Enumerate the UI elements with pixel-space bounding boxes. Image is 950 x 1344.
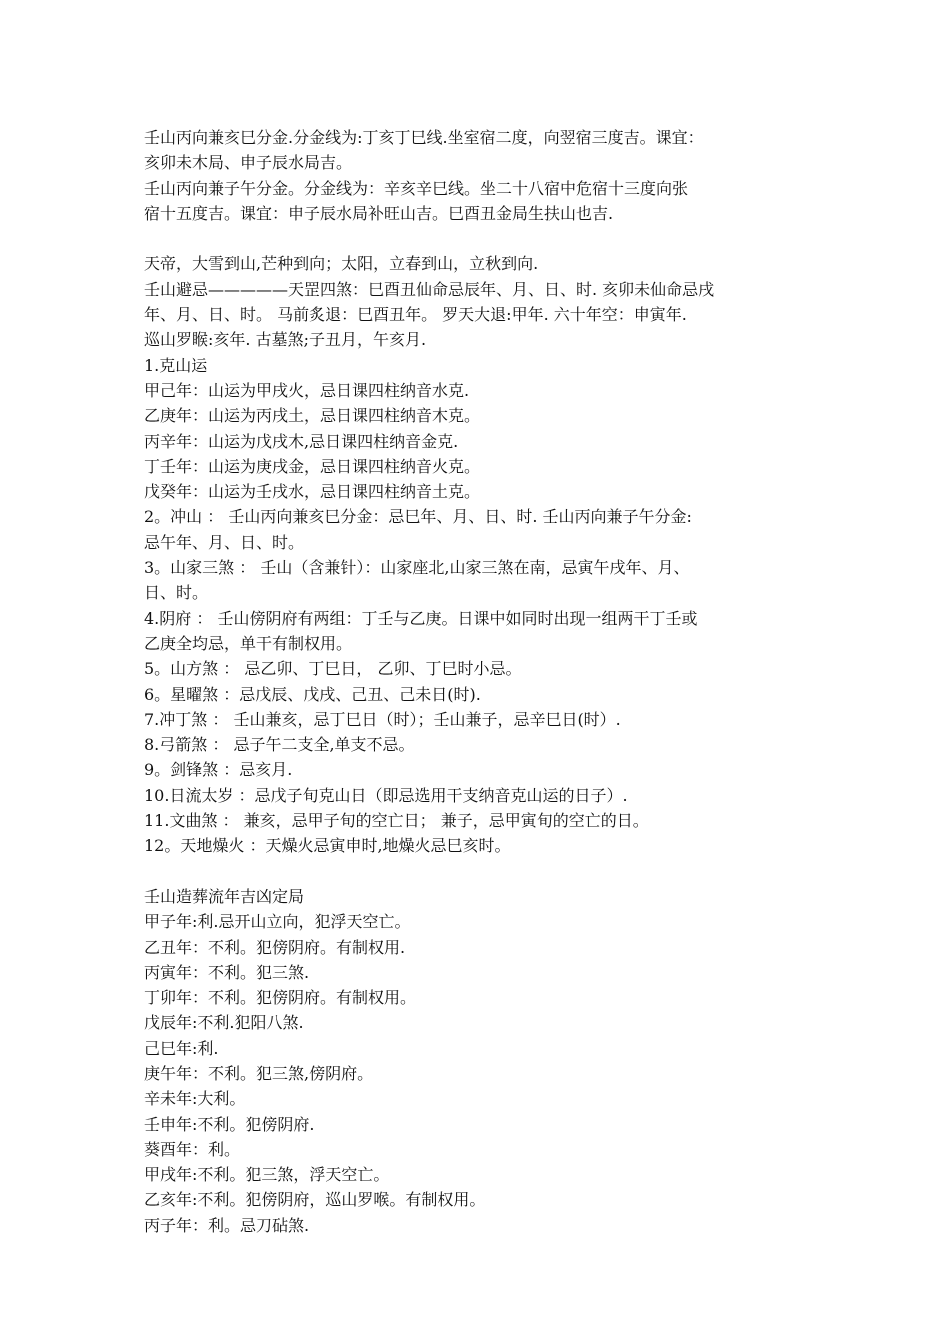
text-line: 丙辛年：山运为戊戌木,忌日课四柱纳音金克. xyxy=(144,431,459,451)
blank-line xyxy=(144,226,816,251)
numbered-item: 6。星曜煞 ：忌戊辰、戊戌、己丑、己未日(时). xyxy=(144,684,481,704)
year-entry: 甲子年:利.忌开山立向，犯浮天空亡。 xyxy=(144,912,411,932)
year-entry: 乙亥年:不利。犯傍阴府，巡山罗喉。有制权用。 xyxy=(144,1190,486,1210)
text-line: 戊癸年：山运为壬戌水，忌日课四柱纳音土克。 xyxy=(144,482,481,502)
numbered-item: 2。冲山 ： 壬山丙向兼亥巳分金：忌巳年、月、日、时. 壬山丙向兼子午分金: xyxy=(144,507,692,527)
numbered-item: 3。山家三煞 ： 壬山（含兼针）：山家座北,山家三煞在南，忌寅午戌年、月、 xyxy=(144,558,690,578)
year-entry: 丙子年：利。忌刀砧煞. xyxy=(144,1215,310,1235)
text-line: 天帝，大雪到山,芒种到向；太阳，立春到山，立秋到向. xyxy=(144,254,539,274)
blank-line xyxy=(144,859,816,884)
year-entry: 戊辰年:不利.犯阳八煞. xyxy=(144,1013,304,1033)
paragraph-avoidances xyxy=(144,251,816,858)
paragraph-siting-lines xyxy=(144,125,816,226)
paragraph-yearly-fortune xyxy=(144,884,816,1238)
numbered-item: 9。剑锋煞 ：忌亥月. xyxy=(144,760,293,780)
year-entry: 葵酉年：利。 xyxy=(144,1139,241,1159)
numbered-item: 7.冲丁煞 ： 壬山兼亥，忌丁巳日（时）；壬山兼子，忌辛巳日(时）. xyxy=(144,709,621,729)
section-heading: 壬山造葬流年吉凶定局 xyxy=(144,886,305,906)
text-line: 乙庚全均忌，单干有制权用。 xyxy=(144,633,353,653)
text-line: 壬山丙向兼子午分金。分金线为：辛亥辛巳线。坐二十八宿中危宿十三度向张 xyxy=(144,178,689,198)
text-line: 日、时。 xyxy=(144,583,209,603)
text-line: 丁壬年：山运为庚戌金，忌日课四柱纳音火克。 xyxy=(144,456,481,476)
numbered-item: 10.日流太岁 ：忌戊子旬克山日（即忌选用干支纳音克山运的日子）. xyxy=(144,785,628,805)
year-entry: 丙寅年：不利。犯三煞. xyxy=(144,962,310,982)
text-line: 乙庚年：山运为丙戌土，忌日课四柱纳音木克。 xyxy=(144,406,481,426)
year-entry: 壬申年:不利。犯傍阴府. xyxy=(144,1114,315,1134)
text-line: 年、月、日、时。 马前炙退：巳酉丑年。 罗天大退:甲年. 六十年空：申寅年. xyxy=(144,305,687,325)
section-heading: 1.克山运 xyxy=(144,355,208,375)
year-entry: 庚午年：不利。犯三煞,傍阴府。 xyxy=(144,1063,374,1083)
numbered-item: 8.弓箭煞 ： 忌子午二支全,单支不忌。 xyxy=(144,735,415,755)
numbered-item: 11.文曲煞 ： 兼亥，忌甲子旬的空亡日； 兼子，忌甲寅旬的空亡的日。 xyxy=(144,811,649,831)
year-entry: 乙丑年：不利。犯傍阴府。有制权用. xyxy=(144,937,406,957)
numbered-item: 5。山方煞 ： 忌乙卯、丁巳日， 乙卯、丁巳时小忌。 xyxy=(144,659,522,679)
numbered-item: 12。天地燥火 ：天燥火忌寅申时,地燥火忌巳亥时。 xyxy=(144,836,511,856)
document-page xyxy=(144,125,816,1238)
text-line: 壬山丙向兼亥巳分金.分金线为:丁亥丁巳线.坐室宿二度，向翌宿三度吉。课宜： xyxy=(144,128,704,147)
text-line: 壬山避忌—————天罡四煞：巳酉丑仙命忌辰年、月、日、时. 亥卯未仙命忌戌 xyxy=(144,279,715,299)
numbered-item: 4.阴府 ： 壬山傍阴府有两组：丁壬与乙庚。日课中如同时出现一组两干丁壬或 xyxy=(144,608,698,628)
year-entry: 丁卯年：不利。犯傍阴府。有制权用。 xyxy=(144,988,417,1008)
text-line: 巡山罗睺:亥年. 古墓煞;子丑月，午亥月. xyxy=(144,330,427,350)
year-entry: 辛未年:大利。 xyxy=(144,1089,246,1109)
text-line: 亥卯未木局、申子辰水局吉。 xyxy=(144,153,353,173)
year-entry: 甲戌年:不利。犯三煞，浮天空亡。 xyxy=(144,1165,390,1185)
text-line: 甲己年：山运为甲戌火，忌日课四柱纳音水克. xyxy=(144,380,470,400)
text-line: 忌午年、月、日、时。 xyxy=(144,532,305,552)
year-entry: 己巳年:利. xyxy=(144,1038,219,1058)
text-line: 宿十五度吉。课宜：申子辰水局补旺山吉。巳酉丑金局生扶山也吉. xyxy=(144,203,614,223)
